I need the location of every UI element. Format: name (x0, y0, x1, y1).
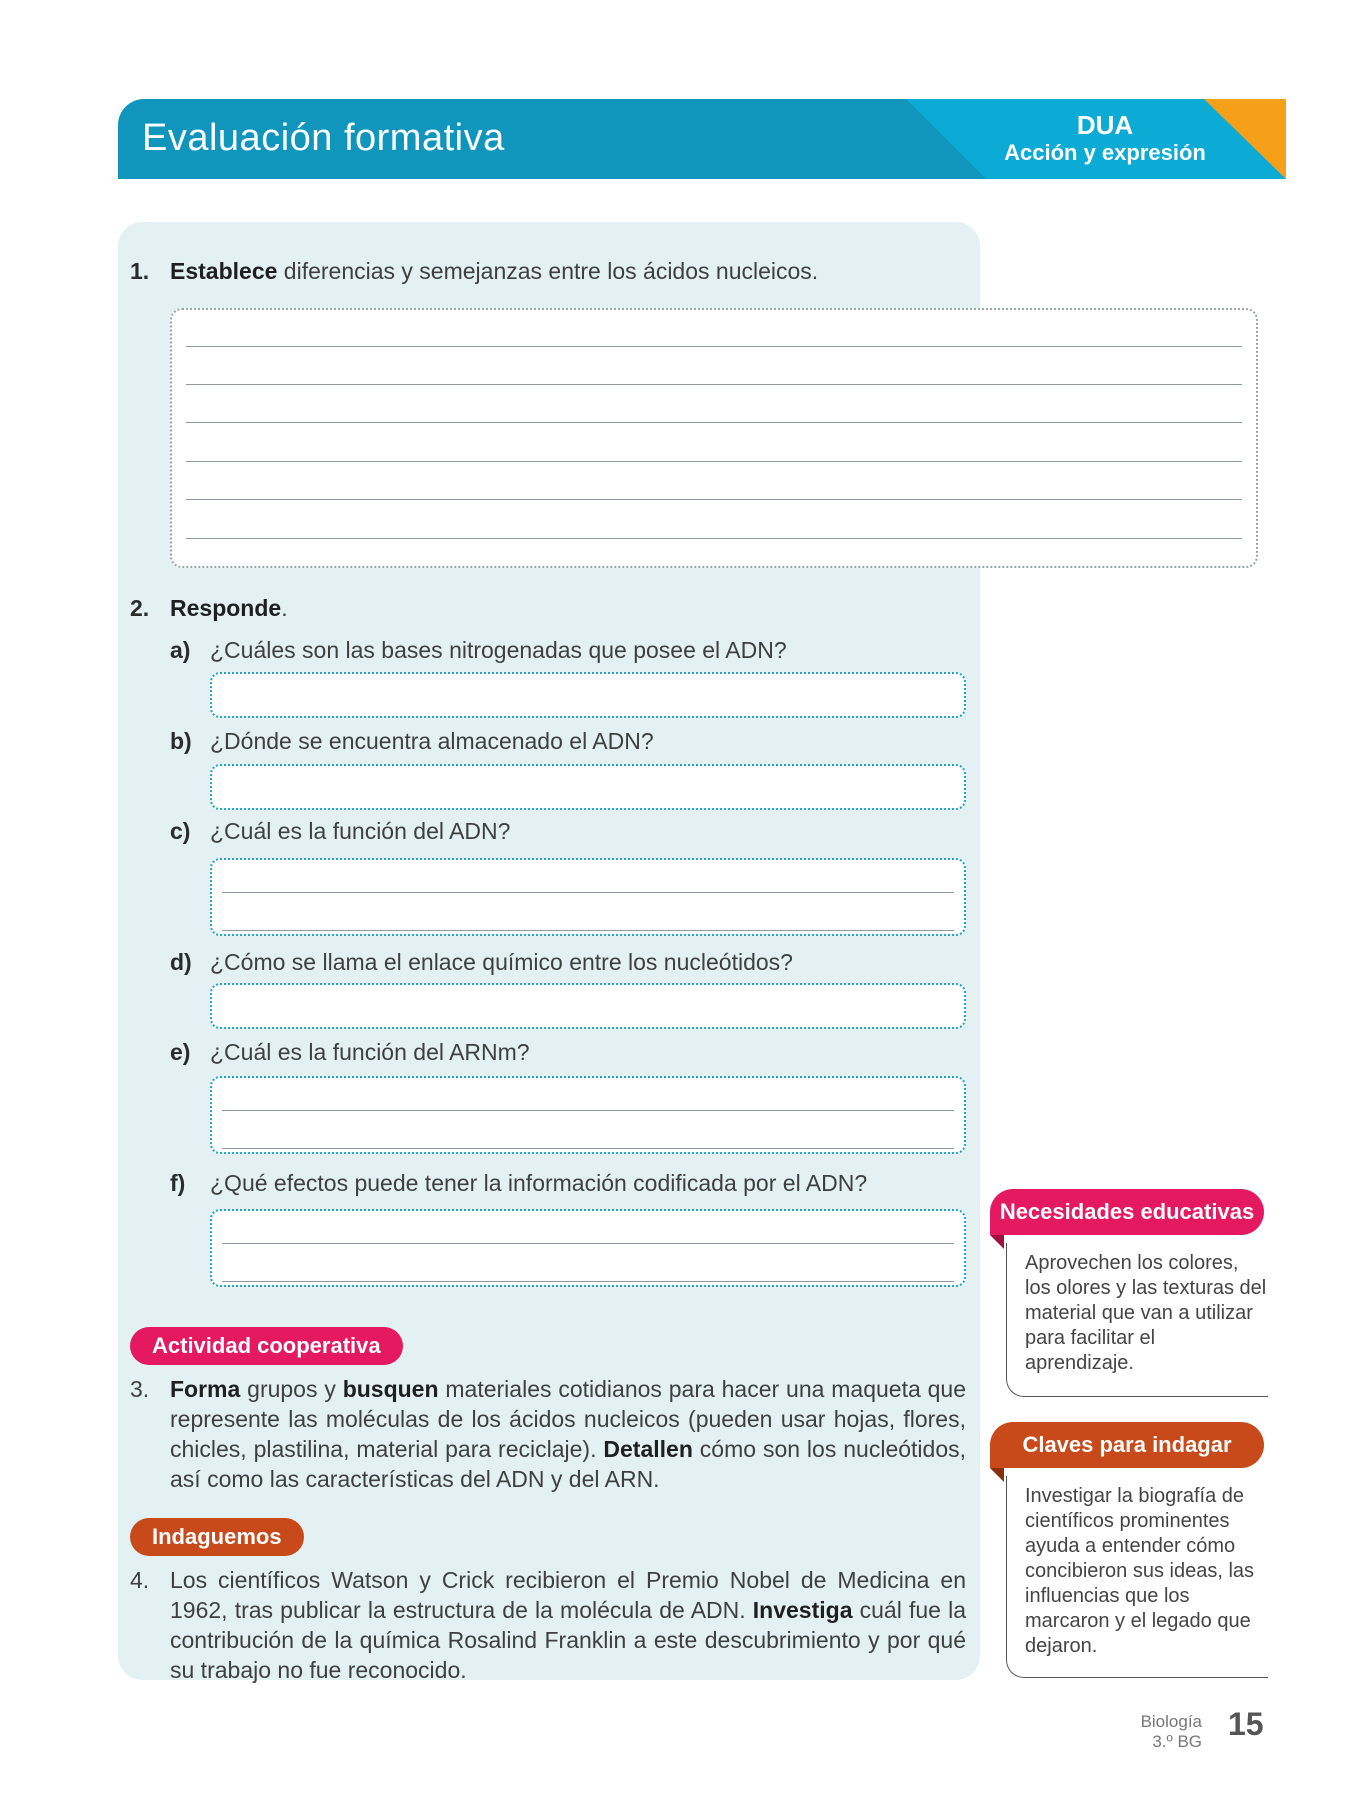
dua-label (990, 111, 1220, 167)
emphasis: Investiga (752, 1597, 853, 1623)
page-title: Evaluación formativa (142, 117, 505, 159)
subquestion-text: ¿Cuáles son las bases nitrogenadas que posee el ADN? (210, 637, 787, 663)
text-run: cuál fue la contribución de la química Rosalind Franklin a este descubrimiento y por qué su trabajo no fue reconocido. (170, 1597, 966, 1683)
question-text (170, 593, 288, 623)
subquestion-letter: f) (170, 1170, 186, 1196)
claves-para-indagar-text: Investigar la biografía de científicos prominentes ayuda a entender cómo concibieron sus ideas, las influencias que los marcaron y el legado que dejaron. (1006, 1476, 1268, 1678)
text-run: Los científicos Watson y Crick recibieron el Premio Nobel de Medicina en 1962, tras publicar la estructura de la molécula de ADN. (170, 1567, 966, 1623)
cooperative-activity-text (170, 1374, 966, 1494)
necesidades-educativas-title: Necesidades educativas (990, 1189, 1264, 1235)
question-verb: Responde (170, 595, 282, 621)
emphasis: busquen (342, 1376, 439, 1402)
page-number: 15 (1228, 1706, 1264, 1742)
answer-box-d[interactable] (210, 983, 966, 1029)
writing-line (186, 384, 1242, 385)
writing-line (186, 499, 1242, 500)
claves-para-indagar-title: Claves para indagar (990, 1422, 1264, 1468)
answer-box-a[interactable] (210, 672, 966, 718)
subquestion-text: ¿Cómo se llama el enlace químico entre los nucleótidos? (210, 949, 793, 975)
writing-line (186, 422, 1242, 423)
dua-title: DUA (1076, 110, 1134, 140)
subquestion-text: ¿Dónde se encuentra almacenado el ADN? (210, 728, 654, 754)
subquestion-letter: c) (170, 818, 191, 844)
question-number: 1. (130, 258, 150, 284)
question-body: diferencias y semejanzas entre los ácidos nucleicos. (277, 258, 819, 284)
cooperative-activity-badge: Actividad cooperativa (130, 1327, 403, 1365)
subquestion-text: ¿Cuál es la función del ARNm? (210, 1039, 530, 1065)
question-text (170, 256, 818, 286)
question-number: 2. (130, 595, 150, 621)
subquestion-letter: a) (170, 637, 191, 663)
footer-grade: 3.º BG (1152, 1732, 1202, 1751)
necesidades-educativas-text: Aprovechen los colores, los olores y las texturas del material que van a utilizar para facilitar el aprendizaje. (1006, 1243, 1268, 1397)
question-suffix: . (281, 595, 288, 621)
emphasis: Forma (170, 1376, 241, 1402)
section-header (118, 99, 1286, 179)
writing-line (222, 1243, 954, 1244)
answer-box-f[interactable] (210, 1209, 966, 1287)
indaguemos-badge: Indaguemos (130, 1518, 304, 1556)
subquestion-letter: d) (170, 949, 192, 975)
writing-line (222, 892, 954, 893)
writing-line (222, 930, 954, 931)
writing-line (222, 1148, 954, 1149)
emphasis: Detallen (603, 1436, 693, 1462)
answer-box-e[interactable] (210, 1076, 966, 1154)
dua-subtitle: Acción y expresión (1004, 140, 1206, 165)
indaguemos-text (170, 1565, 966, 1685)
answer-box-1[interactable] (170, 308, 1258, 568)
writing-line (186, 346, 1242, 347)
tab-fold (990, 1235, 1004, 1249)
tab-fold (990, 1468, 1004, 1482)
question-number: 4. (130, 1567, 150, 1593)
footer-subject (1141, 1712, 1202, 1752)
question-verb: Establece (170, 258, 278, 284)
answer-box-c[interactable] (210, 858, 966, 936)
writing-line (222, 1281, 954, 1282)
answer-box-b[interactable] (210, 764, 966, 810)
subquestion-text: ¿Qué efectos puede tener la información codificada por el ADN? (210, 1170, 868, 1196)
subquestion-letter: b) (170, 728, 192, 754)
writing-line (186, 538, 1242, 539)
text-run: materiales cotidianos para hacer una maqueta que represente las moléculas de los ácidos nucleicos (pueden usar hojas, flores, chicles, plastilina, material para reciclaje). (170, 1376, 966, 1462)
question-number: 3. (130, 1376, 150, 1402)
writing-line (186, 461, 1242, 462)
subquestion-letter: e) (170, 1039, 191, 1065)
footer-subject-name: Biología (1140, 1712, 1202, 1731)
subquestion-text: ¿Cuál es la función del ADN? (210, 818, 511, 844)
writing-line (222, 1110, 954, 1111)
text-run: grupos y (240, 1376, 343, 1402)
text-run: cómo son los nucleótidos, así como las características del ADN y del ARN. (170, 1436, 966, 1492)
